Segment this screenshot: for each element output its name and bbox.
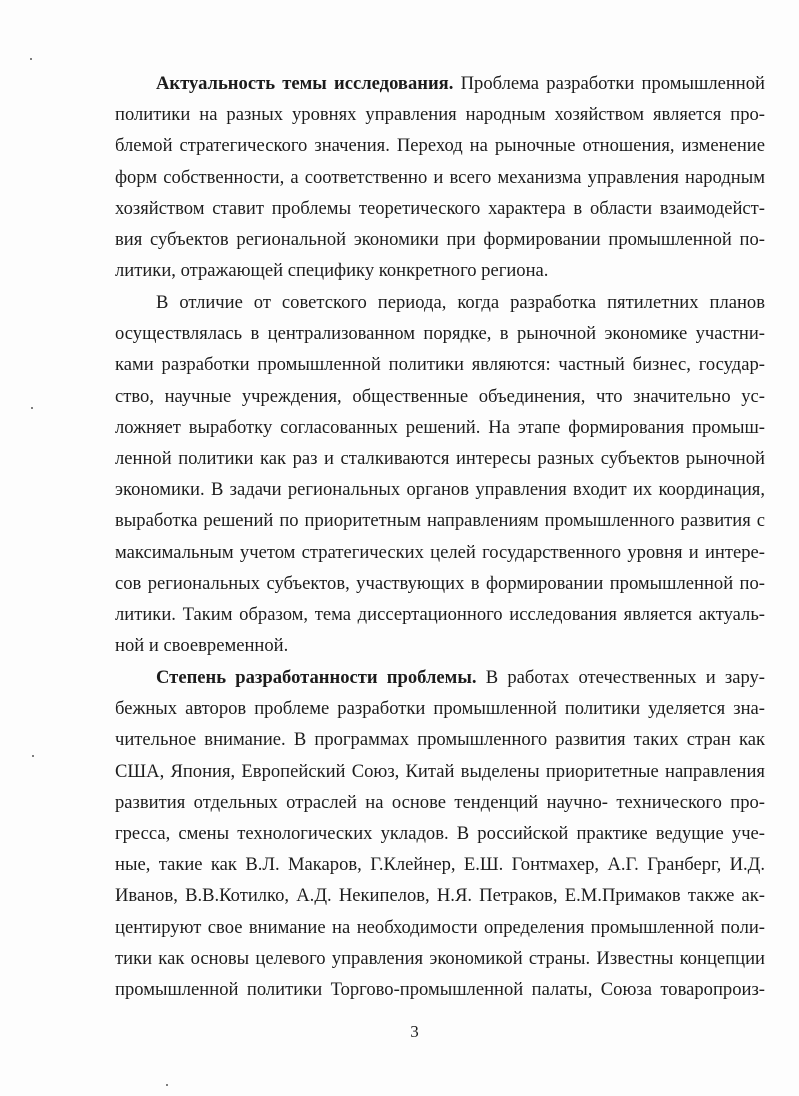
paragraph-line: Иванов, В.В.Котилко, А.Д. Некипелов, Н.Я. Петраков, Е.М.Примаков также ак-	[115, 885, 765, 907]
page-number: 3	[410, 1022, 419, 1041]
scan-speck	[166, 1084, 168, 1086]
paragraph-line: максимальным учетом стратегических целей государственного уровня и интере-	[115, 541, 765, 563]
paragraph-line: бежных авторов проблеме разработки промышленной политики уделяется зна-	[115, 698, 765, 720]
scan-speck	[30, 58, 32, 60]
paragraph-relevance	[115, 68, 765, 286]
paragraph-line: чительное внимание. В программах промышленного развития таких стран как	[115, 729, 765, 751]
paragraph-line: политики на разных уровнях управления народным хозяйством является про-	[115, 104, 765, 126]
paragraph-line: форм собственности, а соответственно и всего механизма управления народным	[115, 166, 765, 188]
paragraph-line: хозяйством ставит проблемы теоретического характера в области взаимодейст-	[115, 197, 765, 219]
section-heading: Степень разработанности проблемы.	[156, 667, 477, 688]
paragraph-line: вия субъектов региональной экономики при формировании промышленной по-	[115, 228, 765, 250]
paragraph-problem-development	[115, 662, 765, 1005]
paragraph-line: выработка решений по приоритетным направлениям промышленного развития с	[115, 510, 765, 532]
paragraph-line: ложняет выработку согласованных решений. На этапе формирования промыш-	[115, 416, 765, 438]
paragraph-line: центируют свое внимание на необходимости определения промышленной поли-	[115, 916, 765, 938]
paragraph-line: ленной политики как раз и сталкиваются интересы разных субъектов рыночной	[115, 447, 765, 469]
paragraph-line: ной и своевременной.	[115, 635, 289, 657]
paragraph-line: развития отдельных отраслей на основе тенденций научно- технического про-	[115, 791, 765, 813]
paragraph-line: гресса, смены технологических укладов. В российской практике ведущие уче-	[115, 822, 765, 844]
scan-speck	[31, 407, 33, 409]
paragraph-line: В отличие от советского периода, когда разработка пятилетних планов	[156, 292, 765, 313]
paragraph-line: ками разработки промышленной политики являются: частный бизнес, государ-	[115, 354, 765, 376]
paragraph-line: промышленной политики Торгово-промышленной палаты, Союза товаропроиз-	[115, 978, 765, 1000]
paragraph-line: сов региональных субъектов, участвующих в формировании промышленной по-	[115, 572, 765, 594]
paragraph-line: Степень разработанности проблемы. В работах отечественных и зару-	[156, 667, 765, 688]
paragraph-line: ство, научные учреждения, общественные объединения, что значительно ус-	[115, 385, 765, 407]
paragraph-line: литики. Таким образом, тема диссертационного исследования является актуаль-	[115, 603, 765, 625]
paragraph-line: тики как основы целевого управления экономикой страны. Известны концепции	[115, 947, 765, 969]
scan-speck	[32, 755, 34, 757]
paragraph-line: экономики. В задачи региональных органов управления входит их координация,	[115, 479, 765, 501]
paragraph-line: ные, такие как В.Л. Макаров, Г.Клейнер, Е.Ш. Гонтмахер, А.Г. Гранберг, И.Д.	[115, 854, 765, 876]
paragraph-line: литики, отражающей специфику конкретного региона.	[115, 260, 549, 282]
paragraph-line: блемой стратегического значения. Переход на рыночные отношения, изменение	[115, 135, 765, 157]
paragraph-line: США, Япония, Европейский Союз, Китай выделены приоритетные направления	[115, 760, 765, 782]
paragraph-line: Актуальность темы исследования. Проблема разработки промышленной	[156, 73, 765, 94]
paragraph-soviet-comparison	[115, 287, 765, 661]
section-heading: Актуальность темы исследования.	[156, 73, 454, 94]
paragraph-line: осуществлялась в централизованном порядке, в рыночной экономике участни-	[115, 323, 765, 345]
